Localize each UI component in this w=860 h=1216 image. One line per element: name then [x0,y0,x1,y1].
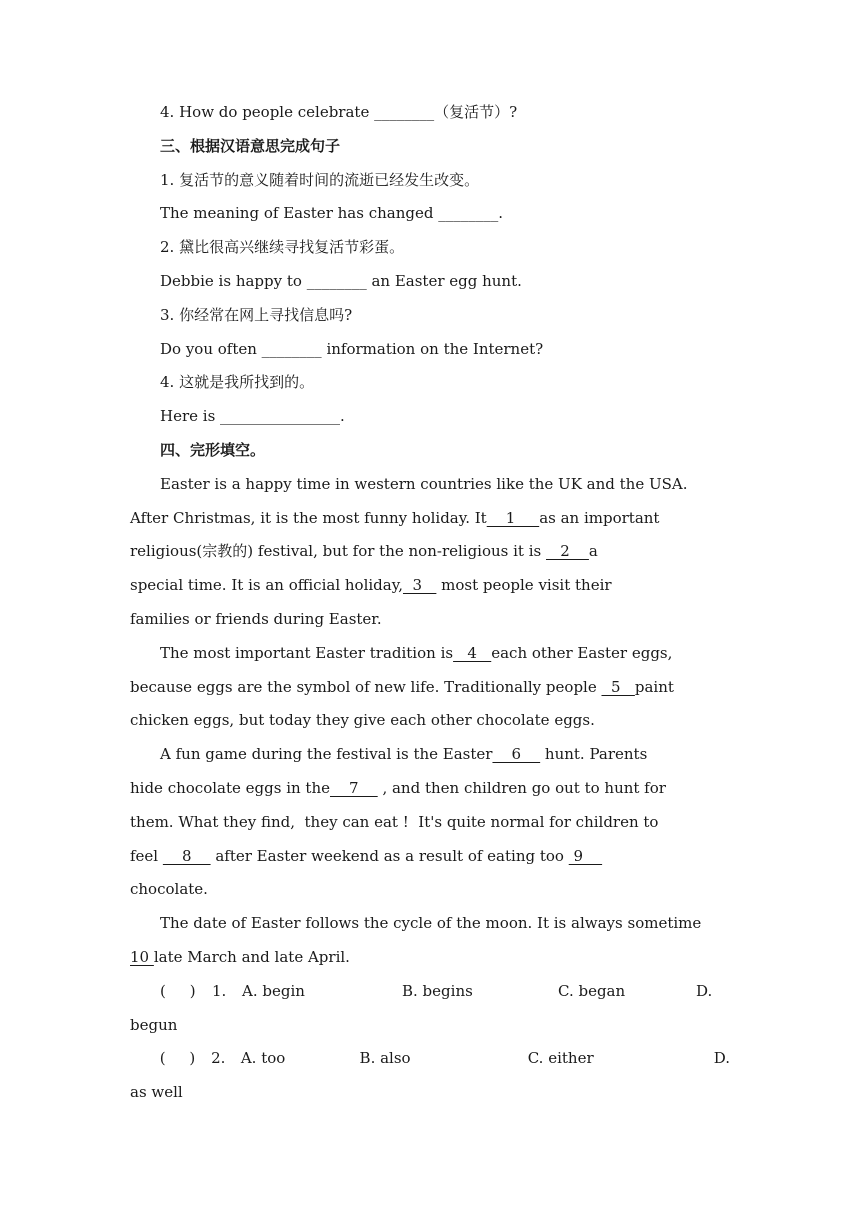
worksheet-page [130,96,730,1110]
cloze-text: special time. It is an official holiday, 3 most people visit their [130,576,612,595]
blank-9[interactable]: 9 [568,846,603,865]
s3-item-2-en: Debbie is happy to ________ an Easter egg hunt. [160,271,522,290]
blank-8[interactable]: 8 [162,846,211,865]
cloze-text: late March and late April. [153,947,350,966]
cloze-line [130,772,730,806]
cloze-paragraph-1 [130,468,730,637]
cloze-line [130,840,730,874]
blank-10[interactable]: 10 [130,947,154,966]
cloze-text: The most important Easter tradition is 4 each other Easter eggs, [160,643,673,662]
option-d-continued: as well [130,1083,183,1102]
option-row [130,975,730,1009]
cloze-line [130,738,730,772]
question-4-prev: 4. How do people celebrate ________（复活节）? [160,103,518,121]
blank-7[interactable]: 7 [329,778,378,797]
cloze-line [130,637,730,671]
blank-2[interactable]: 2 [546,542,589,561]
option-row [130,1042,730,1076]
cloze-line [130,468,730,502]
s3-item-3-en: Do you often ________ information on the Internet? [160,339,544,358]
option-d-continued: begun [130,1015,178,1034]
option-a[interactable]: A. too [240,1049,286,1068]
option-a[interactable]: A. begin [242,981,305,1000]
cloze-text: chocolate. [130,880,208,899]
section-4-title: 四、完形填空。 [160,440,266,459]
cloze-text: After Christmas, it is the most funny holiday. It 1 as an important [130,508,660,527]
s3-item-4-en: Here is ________________. [160,407,345,426]
option-group-2 [130,1042,730,1110]
cloze-line [130,907,730,941]
cloze-line [130,941,730,975]
option-b[interactable]: B. also [359,1049,411,1068]
blank-5[interactable]: 5 [601,677,635,696]
cloze-line [130,806,730,840]
cloze-text: families or friends during Easter. [130,609,382,628]
blank-6[interactable]: 6 [492,745,541,764]
cloze-text: Easter is a happy time in western countries like the UK and the USA. [160,474,688,493]
cloze-text: because eggs are the symbol of new life. Traditionally people 5 paint [130,677,674,696]
option-number: 2. [211,1049,226,1068]
cloze-line [130,502,730,536]
blank-3[interactable]: 3 [402,576,437,595]
cloze-text: feel 8 after Easter weekend as a result of eating too 9 [130,846,603,865]
option-b[interactable]: B. begins [402,981,473,1000]
answer-bracket[interactable]: ( ) [160,981,196,1000]
cloze-paragraph-3 [130,738,730,907]
cloze-line [130,535,730,569]
answer-bracket[interactable]: ( ) [159,1049,196,1068]
s3-item-4-cn: 4. 这就是我所找到的。 [160,373,315,392]
option-number: 1. [212,981,227,1000]
cloze-text: hide chocolate eggs in the 7 , and then children go out to hunt for [130,778,666,797]
s3-item-1-cn: 1. 复活节的意义随着时间的流逝已经发生改变。 [160,170,480,189]
cloze-text: chicken eggs, but today they give each other chocolate eggs. [130,711,595,730]
cloze-text: religious(宗教的) festival, but for the non-religious it is 2 a [130,542,598,561]
option-d[interactable]: D. [696,981,713,1000]
option-c[interactable]: C. began [558,981,626,1000]
option-c[interactable]: C. either [527,1049,594,1068]
s3-item-1-en: The meaning of Easter has changed ________. [160,204,503,223]
cloze-text: them. What they find, they can eat ! It's quite normal for children to [130,812,659,831]
blank-1[interactable]: 1 [486,508,540,527]
section-3-title: 三、根据汉语意思完成句子 [160,136,341,155]
s3-item-2-cn: 2. 黛比很高兴继续寻找复活节彩蛋。 [160,238,405,257]
cloze-text: A fun game during the festival is the Easter 6 hunt. Parents [160,745,648,764]
cloze-line [130,569,730,603]
cloze-paragraph-2 [130,637,730,738]
option-group-1 [130,975,730,1043]
s3-item-3-cn: 3. 你经常在网上寻找信息吗? [160,305,353,324]
cloze-text: The date of Easter follows the cycle of the moon. It is always sometime [160,914,702,933]
cloze-line [130,671,730,705]
cloze-paragraph-4 [130,907,730,975]
blank-4[interactable]: 4 [453,643,492,662]
option-d[interactable]: D. [713,1049,730,1068]
